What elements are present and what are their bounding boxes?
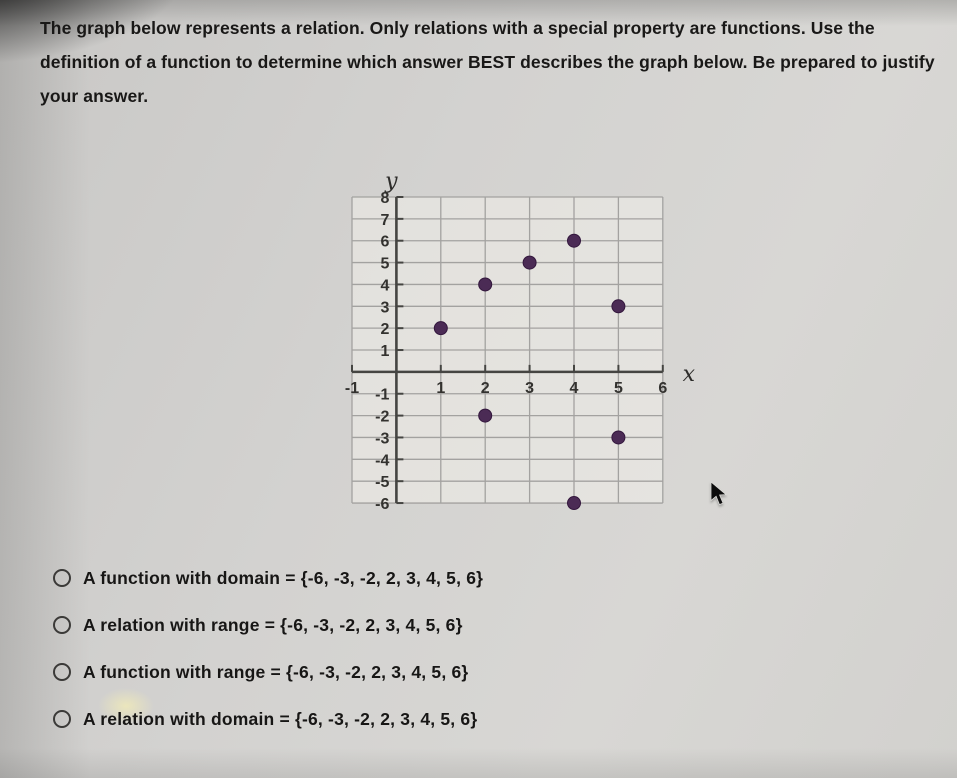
radio-button-icon[interactable] bbox=[53, 710, 71, 728]
svg-text:x: x bbox=[682, 361, 696, 387]
svg-text:2: 2 bbox=[380, 321, 390, 339]
svg-text:-5: -5 bbox=[375, 474, 390, 492]
svg-text:5: 5 bbox=[613, 379, 623, 397]
svg-text:-2: -2 bbox=[375, 408, 390, 426]
svg-text:6: 6 bbox=[658, 379, 668, 397]
svg-text:6: 6 bbox=[380, 233, 390, 251]
svg-text:-1: -1 bbox=[344, 379, 360, 397]
svg-text:1: 1 bbox=[380, 343, 390, 361]
answer-option-label: A function with domain = {-6, -3, -2, 2, 3, 4, 5, 6} bbox=[83, 567, 484, 588]
answer-option-label: A relation with domain = {-6, -3, -2, 2, 3, 4, 5, 6} bbox=[83, 708, 478, 729]
svg-text:3: 3 bbox=[525, 379, 535, 397]
svg-text:1: 1 bbox=[436, 379, 446, 397]
answer-option-4[interactable] bbox=[53, 707, 483, 731]
answer-option-label: A function with range = {-6, -3, -2, 2, 3, 4, 5, 6} bbox=[83, 661, 469, 682]
svg-text:2: 2 bbox=[480, 379, 490, 397]
svg-text:4: 4 bbox=[569, 379, 579, 397]
svg-text:3: 3 bbox=[380, 299, 390, 317]
answer-option-label: A relation with range = {-6, -3, -2, 2, 3, 4, 5, 6} bbox=[83, 614, 463, 635]
scatter-plot bbox=[340, 155, 720, 527]
answer-option-1[interactable] bbox=[53, 566, 483, 590]
radio-button-icon[interactable] bbox=[53, 616, 71, 634]
mouse-cursor-icon bbox=[708, 481, 730, 507]
relation-graph bbox=[340, 155, 720, 527]
svg-text:-6: -6 bbox=[375, 496, 390, 514]
svg-text:8: 8 bbox=[380, 190, 390, 207]
svg-text:4: 4 bbox=[380, 277, 390, 295]
answer-options bbox=[53, 566, 483, 731]
answer-option-2[interactable] bbox=[53, 613, 483, 637]
svg-text:-1: -1 bbox=[375, 386, 390, 404]
svg-text:5: 5 bbox=[380, 255, 390, 273]
svg-text:7: 7 bbox=[380, 211, 390, 229]
question-text: The graph below represents a relation. Only relations with a special property are functions. Use the definition of a function to determine which answer BEST describes the graph below. Be prepared to justify your answer. bbox=[40, 18, 935, 106]
svg-text:-3: -3 bbox=[375, 430, 390, 448]
answer-option-3[interactable] bbox=[53, 660, 483, 684]
svg-text:-4: -4 bbox=[375, 452, 390, 470]
radio-button-icon[interactable] bbox=[53, 663, 71, 681]
svg-text:y: y bbox=[385, 169, 398, 194]
radio-button-icon[interactable] bbox=[53, 569, 71, 587]
